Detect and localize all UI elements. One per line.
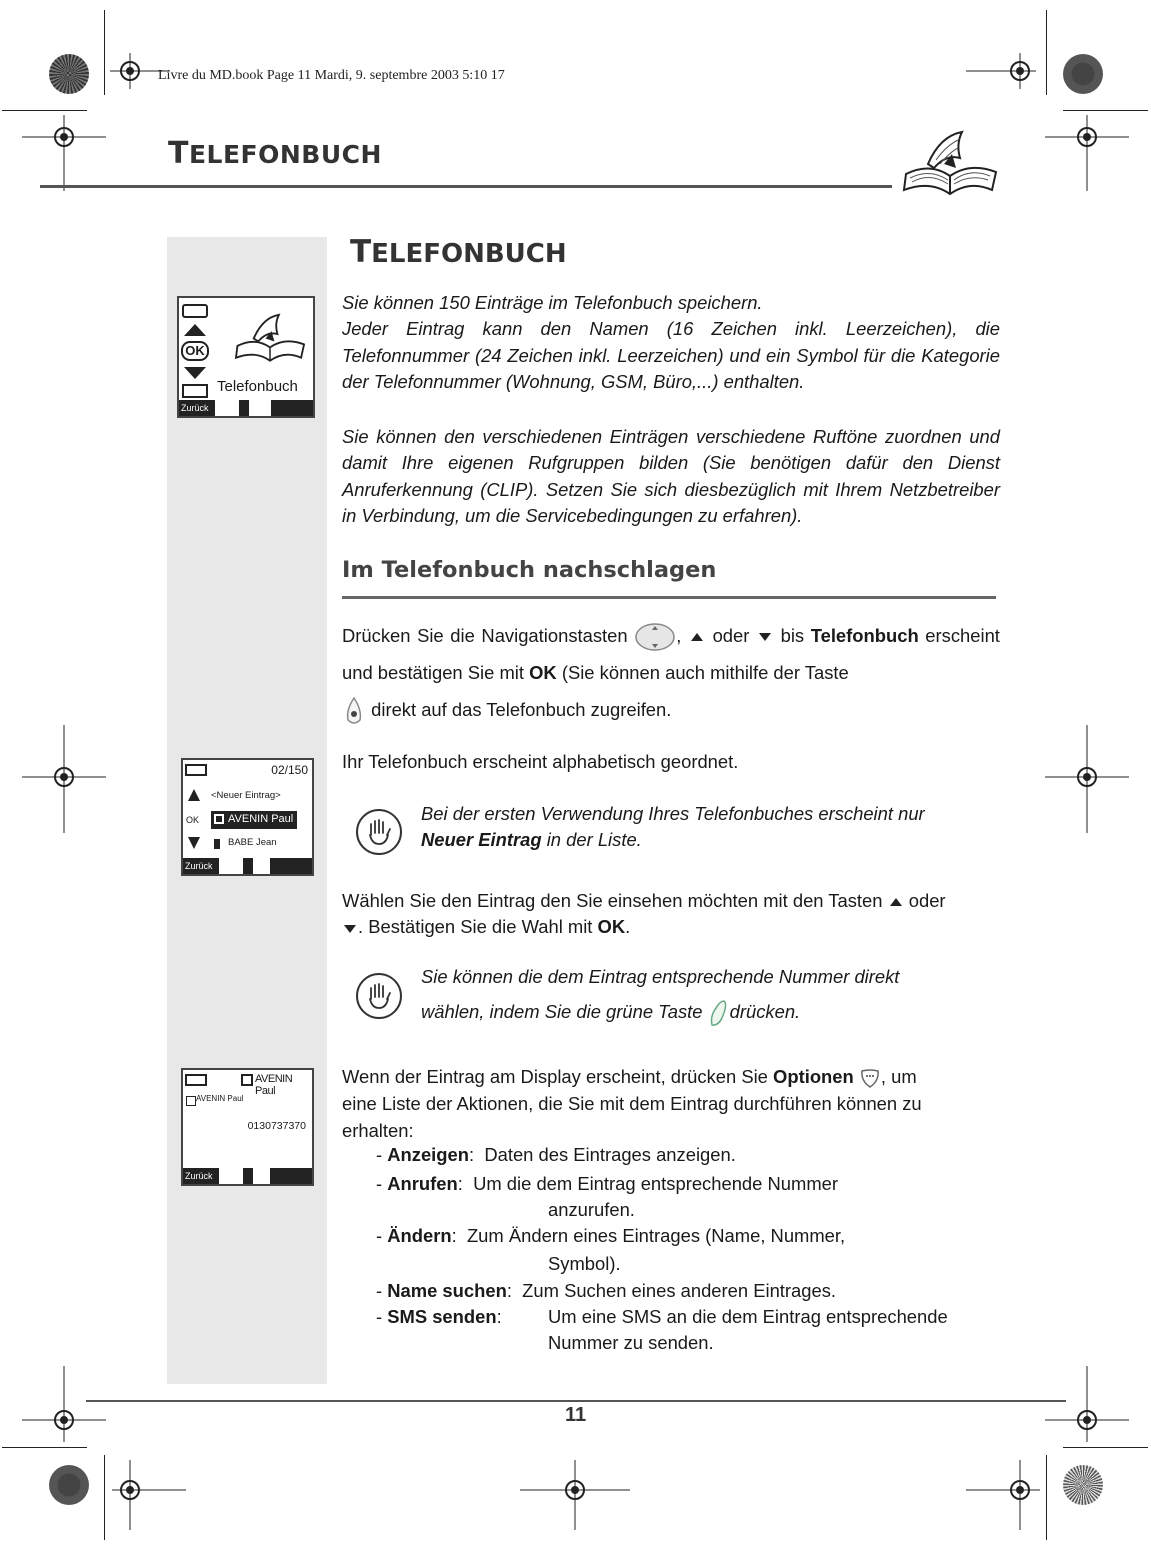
crop-mark — [1063, 1447, 1148, 1448]
contact-icon — [186, 1096, 196, 1106]
list-item: - Name suchen: Zum Suchen eines anderen Eintrages. — [376, 1280, 837, 1301]
running-head — [168, 136, 382, 171]
note-text: wählen, indem Sie die grüne Taste — [421, 1001, 703, 1022]
select-text: . — [625, 916, 631, 938]
list-item-description: Um eine SMS an die dem Eintrag entsprechende — [548, 1306, 948, 1327]
list-item-continuation: Symbol). — [548, 1253, 621, 1274]
color-registration-mark — [1063, 1465, 1103, 1505]
down-arrow-icon — [187, 836, 201, 850]
intro-sentence: Jeder Eintrag kann den Namen (16 Zeichen inkl. Leerzeichen), die Telefonnummer (24 Zeichen inkl. Leerzeichen) und ein Symbol für die Kategorie der Telefonnummer (Wohnung, GSM, Büro,...) enthalten. — [342, 318, 1000, 393]
page-number: 11 — [565, 1404, 587, 1426]
navigation-paragraph — [342, 617, 1000, 728]
nav-bold-term: OK — [529, 662, 557, 683]
color-registration-mark — [49, 54, 89, 94]
list-item-selected-label: AVENIN Paul — [228, 813, 294, 825]
registration-target-icon — [1045, 725, 1129, 833]
note-bold-term: Neuer Eintrag — [421, 829, 542, 851]
voicemail-icon — [182, 304, 208, 318]
softkey-mid — [243, 858, 253, 874]
down-arrow-icon — [182, 365, 208, 381]
nav-text: bis — [780, 625, 805, 646]
options-paragraph — [342, 1063, 1000, 1144]
entry-counter: 02/150 — [271, 763, 308, 777]
action-description: Um die dem Eintrag entsprechende Nummer — [473, 1173, 838, 1194]
options-text: erhalten: — [342, 1120, 414, 1141]
note-first-use — [421, 801, 1001, 854]
hand-note-icon — [356, 809, 402, 855]
intro-paragraph-2: Sie können den verschiedenen Einträgen verschiedene Ruftöne zuordnen und damit Ihre eigenen Rufgruppen bilden (Sie benötigen dafür den Dienst Anruferkennung (CLIP). Setzen Sie sich diesbezüglich mit Ihrem Netzbetreiber in Verbindung, um die Servicebedingungen zu erfahren). — [342, 426, 1000, 527]
up-arrow-icon — [888, 896, 904, 908]
options-text: Wenn der Eintrag am Display erscheint, drücken Sie — [342, 1066, 768, 1087]
registration-target-icon — [112, 1460, 186, 1530]
nav-text: , — [676, 625, 682, 646]
registration-target-icon — [22, 725, 106, 833]
home-icon — [214, 814, 224, 824]
list-item-continuation: anzurufen. — [548, 1199, 635, 1220]
page-title — [350, 234, 567, 270]
list-item: - Ändern: Zum Ändern eines Eintrages (Name, Nummer, — [376, 1225, 846, 1246]
back-softkey: Zurück — [179, 400, 215, 416]
note-text: in der Liste. — [546, 829, 642, 851]
book-icon — [233, 306, 307, 368]
options-key-icon — [859, 1067, 881, 1089]
back-softkey: Zurück — [183, 1168, 219, 1184]
navigation-key-icon — [634, 622, 676, 652]
registration-target-icon — [22, 1366, 106, 1442]
up-arrow-icon — [688, 630, 706, 644]
list-item: BABE Jean — [228, 837, 277, 848]
action-label: Anrufen — [387, 1173, 458, 1194]
home-icon — [241, 1074, 253, 1086]
print-header: Livre du MD.book Page 11 Mardi, 9. septembre 2003 5:10 17 — [158, 68, 505, 83]
up-arrow-icon — [187, 788, 201, 802]
sms-icon — [182, 384, 208, 398]
alphabetical-note: Ihr Telefonbuch erscheint alphabetisch geordnet. — [342, 751, 739, 772]
back-softkey: Zurück — [183, 858, 219, 874]
registration-target-icon — [966, 53, 1036, 89]
color-registration-mark — [49, 1465, 89, 1505]
phone-screen-menu — [177, 296, 315, 418]
options-text: eine Liste der Aktionen, die Sie mit dem Eintrag durchführen können zu — [342, 1093, 922, 1114]
registration-target-icon — [1045, 115, 1129, 191]
list-item-continuation: Nummer zu senden. — [548, 1332, 714, 1353]
page-title-rest: ELEFONBUCH — [371, 239, 567, 269]
ok-label: OK — [186, 815, 200, 825]
registration-target-icon — [520, 1460, 630, 1530]
select-entry-paragraph — [342, 888, 1000, 941]
page-title-initial: T — [350, 234, 372, 270]
select-text: . Bestätigen Sie die Wahl mit — [358, 916, 593, 938]
crop-mark — [1063, 110, 1148, 111]
entry-number: 0130737370 — [247, 1120, 306, 1132]
menu-label: Telefonbuch — [217, 378, 298, 395]
nav-bold-term: Telefonbuch — [810, 625, 919, 646]
list-item: <Neuer Eintrag> — [211, 790, 281, 801]
crop-mark — [2, 1447, 87, 1448]
running-head-rest: ELEFONBUCH — [188, 140, 382, 169]
crop-mark — [1046, 1455, 1047, 1540]
running-head-rule — [40, 185, 892, 188]
hand-note-icon — [356, 973, 402, 1019]
book-icon — [900, 124, 1000, 200]
phonebook-icon — [185, 764, 207, 776]
phonebook-icon — [185, 1074, 207, 1086]
intro-paragraph-1 — [342, 290, 1000, 396]
down-arrow-icon — [342, 923, 358, 935]
action-label: SMS senden — [387, 1306, 497, 1327]
phone-screen-entry — [181, 1068, 314, 1186]
action-description: Zum Suchen eines anderen Eintrages. — [522, 1280, 837, 1301]
list-item: - Anrufen: Um die dem Eintrag entsprechende Nummer — [376, 1173, 838, 1194]
softkey-bar — [179, 400, 313, 416]
phonebook-key-icon — [342, 696, 366, 726]
entry-header-name: AVENIN Paul — [255, 1073, 293, 1097]
softkey-right — [270, 1168, 312, 1184]
mobile-icon — [214, 839, 220, 849]
footer-rule — [86, 1400, 1066, 1402]
section-rule — [342, 596, 996, 599]
action-label: Ändern — [387, 1225, 452, 1246]
note-text: drücken. — [729, 1001, 801, 1022]
phone-screen-list — [181, 758, 314, 876]
action-description: Daten des Eintrages anzeigen. — [484, 1144, 736, 1165]
crop-mark — [104, 10, 105, 95]
softkey-bar — [183, 858, 312, 874]
list-item: - Anzeigen: Daten des Eintrages anzeigen. — [376, 1144, 736, 1165]
note-text: Bei der ersten Verwendung Ihres Telefonbuches erscheint nur — [421, 803, 925, 824]
registration-target-icon — [966, 1460, 1040, 1530]
action-description: Zum Ändern eines Eintrages (Name, Nummer, — [466, 1225, 846, 1246]
options-text: , um — [880, 1066, 917, 1087]
options-bold-term: Optionen — [773, 1066, 854, 1087]
green-call-key-icon — [708, 998, 730, 1028]
intro-sentence: Sie können 150 Einträge im Telefonbuch speichern. — [342, 292, 763, 313]
nav-text: Drücken Sie die Navigationstasten — [342, 625, 628, 646]
select-text: Wählen Sie den Eintrag den Sie einsehen möchten mit den Tasten — [342, 890, 883, 911]
registration-target-icon — [1045, 1366, 1129, 1442]
entry-name: AVENIN Paul — [196, 1094, 244, 1103]
softkey-right — [270, 858, 312, 874]
list-item: - SMS senden: — [376, 1306, 502, 1327]
note-text: Sie können die dem Eintrag entsprechende Nummer direkt — [421, 966, 900, 987]
crop-mark — [104, 1455, 105, 1540]
section-title: Im Telefonbuch nachschlagen — [342, 557, 717, 583]
softkey-bar — [183, 1168, 312, 1184]
nav-text: direkt auf das Telefonbuch zugreifen. — [371, 699, 672, 720]
note-green-key — [421, 959, 1001, 1029]
down-arrow-icon — [756, 630, 774, 644]
action-label: Anzeigen — [387, 1144, 469, 1165]
running-head-initial: T — [168, 136, 189, 171]
crop-mark — [2, 110, 87, 111]
select-text: oder — [908, 890, 946, 911]
nav-text: oder — [712, 625, 750, 646]
ok-key-icon: OK — [181, 341, 209, 361]
action-label: Name suchen — [387, 1280, 507, 1301]
select-bold-term: OK — [597, 916, 626, 938]
softkey-mid — [243, 1168, 253, 1184]
nav-text: (Sie können auch mithilfe der Taste — [561, 662, 849, 683]
registration-target-icon — [22, 115, 106, 191]
color-registration-mark — [1063, 54, 1103, 94]
up-arrow-icon — [182, 322, 208, 338]
softkey-right — [271, 400, 313, 416]
crop-mark — [1046, 10, 1047, 95]
softkey-mid — [239, 400, 249, 416]
nav-text: erscheint und bestätigen Sie mit — [342, 625, 1000, 683]
